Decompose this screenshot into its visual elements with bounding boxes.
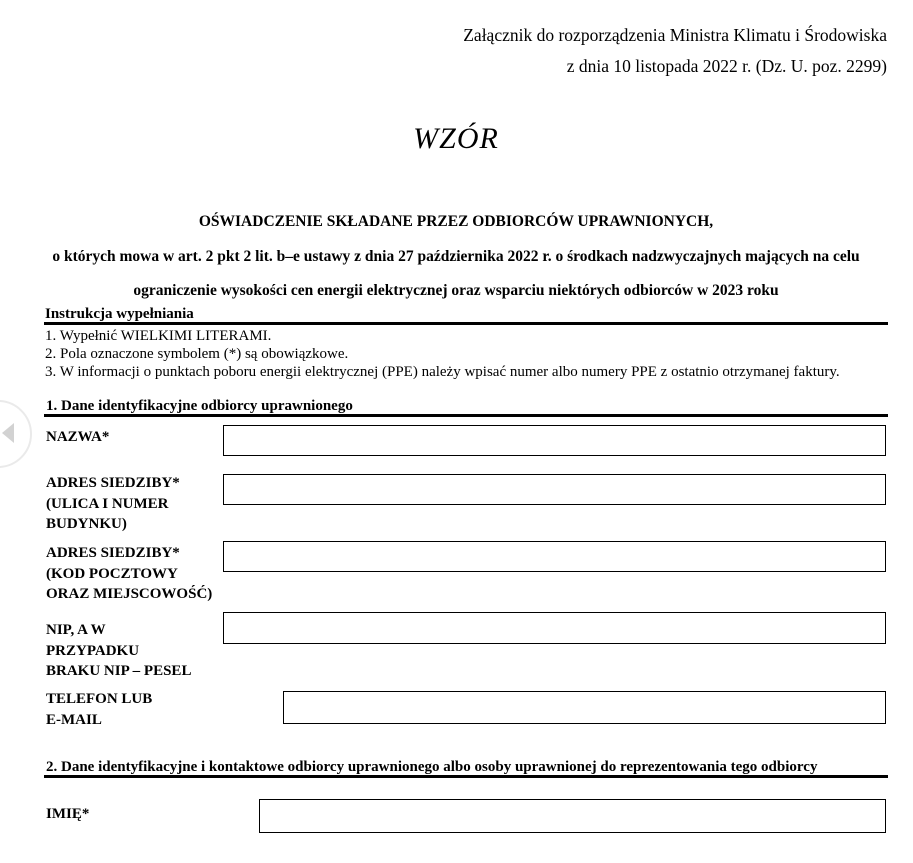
section2-heading: 2. Dane identyfikacyjne i kontaktowe odbiorcy uprawnionego albo osoby uprawnionej do reprezentowania tego odbiorcy bbox=[46, 759, 818, 775]
section1-heading: 1. Dane identyfikacyjne odbiorcy uprawnionego bbox=[46, 398, 353, 414]
instructions-rule bbox=[44, 322, 888, 325]
instruction-item-3: 3. W informacji o punktach poboru energii elektrycznej (PPE) należy wpisać numer albo numery PPE z ostatnio otrzymanej faktury. bbox=[45, 363, 840, 380]
nip-input[interactable] bbox=[223, 612, 886, 644]
field-label-telefon: TELEFON LUB E-MAIL bbox=[46, 691, 153, 728]
annex-reference bbox=[463, 20, 887, 82]
annex-line-1: Załącznik do rozporządzenia Ministra Klimatu i Środowiska bbox=[463, 25, 887, 45]
field-label-adres-kod: ADRES SIEDZIBY* (KOD POCZTOWY ORAZ MIEJSCOWOŚĆ) bbox=[46, 545, 213, 602]
instructions-list bbox=[45, 328, 840, 381]
instruction-item-2: 2. Pola oznaczone symbolem (*) są obowiązkowe. bbox=[45, 345, 349, 362]
field-label-nazwa: NAZWA* bbox=[46, 429, 110, 445]
form-title-line-3: ograniczenie wysokości cen energii elektrycznej oraz wsparciu niektórych odbiorców w 2023 roku bbox=[133, 282, 779, 299]
adres-kod-input[interactable] bbox=[223, 541, 886, 572]
field-label-nip: NIP, A W PRZYPADKU BRAKU NIP – PESEL bbox=[46, 622, 192, 679]
form-title-line-2: o których mowa w art. 2 pkt 2 lit. b–e ustawy z dnia 27 października 2022 r. o środkach nadzwyczajnych mających na celu bbox=[52, 247, 860, 265]
prev-page-button[interactable] bbox=[0, 400, 32, 468]
field-label-imie: IMIĘ* bbox=[46, 806, 90, 822]
nazwa-input[interactable] bbox=[223, 425, 886, 456]
form-title-line-1: OŚWIADCZENIE SKŁADANE PRZEZ ODBIORCÓW UPRAWNIONYCH, bbox=[198, 213, 714, 230]
telefon-email-input[interactable] bbox=[283, 691, 886, 724]
instructions-heading: Instrukcja wypełniania bbox=[45, 306, 194, 322]
section1-rule bbox=[44, 414, 888, 417]
form-title bbox=[34, 205, 878, 309]
specimen-heading: WZÓR bbox=[413, 122, 499, 155]
instruction-item-1: 1. Wypełnić WIELKIMI LITERAMI. bbox=[45, 328, 272, 344]
imie-input[interactable] bbox=[259, 799, 886, 833]
left-arrow-icon bbox=[2, 423, 14, 443]
annex-line-2: z dnia 10 listopada 2022 r. (Dz. U. poz. 2299) bbox=[566, 56, 887, 76]
adres-ulica-input[interactable] bbox=[223, 474, 886, 505]
field-label-adres-ulica: ADRES SIEDZIBY* (ULICA I NUMER BUDYNKU) bbox=[46, 475, 180, 532]
section2-rule bbox=[44, 775, 888, 778]
